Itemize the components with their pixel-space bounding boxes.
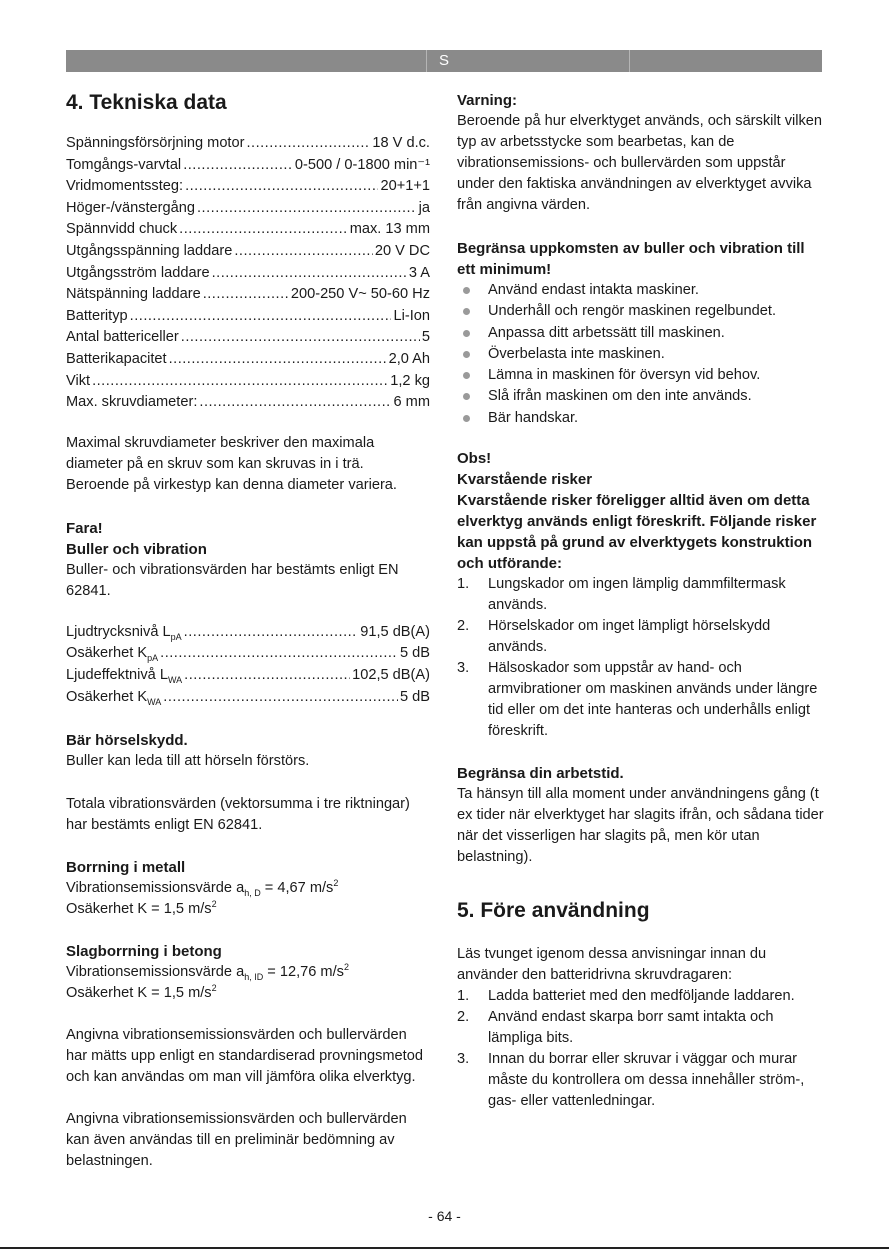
residual-risks-list: [457, 574, 825, 742]
section-title-before-use: 5. Före användning: [457, 899, 650, 923]
metal-vibration-value: Vibrationsemissionsvärde $a_{h, D} = 4,67$ $m/s^2$: [66, 878, 339, 898]
spec-value: 20 V DC: [374, 242, 430, 259]
residual-risk-item: [457, 574, 825, 616]
spec-label: Batterityp: [66, 307, 128, 324]
concrete-vibration-value: Vibrationsemissionsvärde $a_{h, ID} = 12,76$ $m/s^2$: [66, 962, 349, 982]
noise-label-text: Ljudtrycksnivå L: [66, 623, 171, 640]
limit-bullet-item: Överbelasta inte maskinen.: [457, 344, 825, 365]
spec-row: [66, 371, 430, 393]
spec-row: [66, 327, 430, 349]
before-use-item: [457, 1007, 825, 1049]
limit-bullet-item: Lämna in maskinen för översyn vid behov.: [457, 365, 825, 386]
warning-heading: Varning:: [457, 92, 518, 109]
spec-leader: [92, 371, 388, 393]
total-vibration-text: Totala vibrationsvärden (vektorsumma i tre riktningar) har bestämts enligt EN 62841.: [66, 796, 410, 834]
spec-leader: [183, 155, 293, 177]
residual-risk-item-text: Lungskador om ingen lämplig dammfiltermask används.: [488, 576, 786, 614]
hearing-heading: Bär hörselskydd.: [66, 732, 188, 750]
spec-label: Batterikapacitet: [66, 350, 167, 367]
noise-label-text: Osäkerhet K: [66, 645, 148, 662]
spec-leader: [246, 133, 370, 155]
page-number: - 64 -: [428, 1208, 461, 1224]
noise-leader: [184, 622, 359, 644]
spec-leader: [212, 263, 407, 285]
work-time-text: Ta hänsyn till alla moment under användningens gång (t ex tider när elverktyget har slagits ifrån, och sådana tider när det visserligen har slagits på, men kör utan belastning).: [457, 786, 824, 866]
section-title-tech-data: 4. Tekniska data: [66, 91, 227, 114]
before-use-item-text: Använd endast skarpa borr samt intakta och lämpliga bits.: [488, 1009, 774, 1047]
residual-risk-item: [457, 658, 825, 742]
residual-risk-item-number: 3.: [457, 660, 470, 677]
residual-risk-item: [457, 616, 825, 658]
spec-row: [66, 263, 430, 285]
spec-leader: [234, 241, 373, 263]
spec-row: [66, 306, 430, 328]
danger-heading: Fara!: [66, 519, 103, 537]
noise-value: 5 dB: [399, 645, 430, 662]
spec-value: 18 V d.c.: [372, 135, 430, 151]
noise-label-sub: WA: [147, 696, 162, 707]
concrete-drilling-heading: Slagborrning i betong: [66, 943, 222, 961]
hearing-text: Buller kan leda till att hörseln förstörs.: [66, 753, 310, 770]
right-column: [457, 90, 825, 1112]
spec-value: 200-250 V~ 50-60 Hz: [290, 286, 430, 303]
noise-value: 5 dB: [399, 688, 430, 705]
spec-row: [66, 198, 430, 220]
noise-leader: [184, 665, 350, 687]
spec-row: [66, 176, 430, 198]
spec-value: 20+1+1: [380, 178, 430, 195]
work-time-heading: Begränsa din arbetstid.: [457, 765, 624, 783]
bottom-rule: [0, 1247, 889, 1249]
obs-heading: Obs!: [457, 450, 492, 468]
before-use-item-number: 1.: [457, 988, 470, 1005]
noise-vibration-heading: Buller och vibration: [66, 540, 207, 558]
max-screw-paragraph: Maximal skruvdiameter beskriver den maximala diameter på en skruv som kan skruvas in i trä. Beroende på virkestyp kan denna diameter variera.: [66, 434, 397, 493]
spec-label: Vridmomentssteg:: [66, 178, 184, 195]
residual-risk-item-number: 2.: [457, 618, 470, 635]
spec-value: 0-500 / 0-1800 min⁻¹: [294, 156, 430, 173]
spec-row: [66, 284, 430, 306]
before-use-intro: Läs tvunget igenom dessa anvisningar innan du använder den batteridrivna skruvdragaren:: [457, 946, 767, 984]
before-use-item-number: 3.: [457, 1051, 470, 1068]
noise-label: [66, 687, 161, 709]
spec-label: Utgångsström laddare: [66, 264, 210, 281]
noise-row: [66, 687, 430, 709]
spec-leader: [169, 349, 387, 371]
before-use-list: [457, 986, 825, 1112]
spec-leader: [185, 176, 378, 198]
metal-drilling-heading: Borrning i metall: [66, 859, 186, 877]
spec-row: [66, 133, 430, 155]
before-use-item-number: 2.: [457, 1009, 470, 1026]
spec-label: Höger-/vänstergång: [66, 199, 195, 216]
residual-risk-item-text: Hälsoskador som uppstår av hand- och armvibrationer om maskinen används under längre tid eller om det inte hanteras och underhålls enligt föreskrift.: [488, 660, 818, 740]
spec-leader: [203, 284, 289, 306]
noise-label-text: Ljudeffektnivå L: [66, 666, 168, 683]
noise-leader: [160, 643, 398, 665]
spec-leader: [179, 219, 348, 241]
before-use-item: [457, 1049, 825, 1112]
noise-row: [66, 622, 430, 644]
left-column: [66, 90, 430, 1172]
limit-bullet-item: Använd endast intakta maskiner.: [457, 280, 825, 301]
spec-row: [66, 392, 430, 414]
spec-value: max. 13 mm: [349, 221, 430, 238]
limit-bullet-item: Anpassa ditt arbetssätt till maskinen.: [457, 323, 825, 344]
limit-bullet-item: Bär handskar.: [457, 408, 825, 429]
noise-label: [66, 643, 158, 665]
spec-label: Nätspänning laddare: [66, 286, 201, 303]
spec-value: 5: [421, 329, 430, 346]
spec-label: Max. skruvdiameter:: [66, 394, 198, 411]
spec-leader: [130, 306, 392, 328]
spec-value: 6 mm: [393, 394, 430, 411]
header-bar: [66, 50, 822, 72]
limit-bullet-item: Underhåll och rengör maskinen regelbundet.: [457, 301, 825, 322]
spec-label: Antal battericeller: [66, 329, 179, 346]
spec-leader: [197, 198, 417, 220]
noise-row: [66, 643, 430, 665]
spec-value: 1,2 kg: [390, 372, 430, 389]
noise-vibration-text: Buller- och vibrationsvärden har bestämts enligt EN 62841.: [66, 561, 399, 599]
noise-value: 102,5 dB(A): [352, 666, 430, 683]
noise-label-sub: pA: [170, 631, 182, 642]
noise-value: 91,5 dB(A): [360, 623, 430, 640]
residual-risks-heading: Kvarstående risker: [457, 471, 593, 489]
noise-list: [66, 622, 430, 708]
residual-risks-intro: Kvarstående risker föreligger alltid även om detta elverktyg används enligt föreskrift. Följande risker kan uppstå på grund av elverktygets konstruktion och utförande:: [457, 492, 817, 573]
before-use-item-text: Ladda batteriet med den medföljande laddaren.: [488, 988, 795, 1005]
spec-row: [66, 219, 430, 241]
spec-label: Vikt: [66, 372, 91, 389]
noise-label: [66, 622, 182, 644]
concrete-uncertainty: Osäkerhet K = 1,5 $m/s^2$: [66, 983, 217, 1002]
language-code: S: [438, 52, 449, 69]
noise-label-sub: WA: [167, 674, 183, 685]
noise-label: [66, 665, 182, 687]
spec-leader: [181, 327, 420, 349]
spec-label: Spänningsförsörjning motor: [66, 135, 245, 151]
spec-value: 3 A: [408, 264, 430, 281]
spec-label: Tomgångs-varvtal: [66, 156, 182, 173]
noise-label-text: Osäkerhet K: [66, 688, 148, 705]
spec-row: [66, 349, 430, 371]
spec-value: 2,0 Ah: [388, 350, 430, 367]
before-use-item-text: Innan du borrar eller skruvar i väggar och murar måste du kontrollera om dessa innehåller ström-, gas- eller vattenledningar.: [488, 1051, 805, 1110]
spec-value: ja: [418, 199, 430, 216]
spec-row: [66, 155, 430, 177]
emission-paragraph-1: Angivna vibrationsemissionsvärden och bullervärden har mätts upp enligt en standardiserad provningsmetod och kan användas om man vill jämföra olika elverktyg.: [66, 1027, 423, 1086]
limit-noise-heading: Begränsa uppkomsten av buller och vibration till ett minimum!: [457, 240, 805, 278]
limit-noise-list: [457, 280, 825, 429]
residual-risk-item-text: Hörselskador om inget lämpligt hörselskydd används.: [488, 618, 771, 656]
metal-uncertainty: Osäkerhet K = 1,5 $m/s^2$: [66, 899, 217, 918]
noise-row: [66, 665, 430, 687]
before-use-item: [457, 986, 825, 1007]
spec-label: Utgångsspänning laddare: [66, 242, 233, 259]
warning-text: Beroende på hur elverktyget används, och särskilt vilken typ av arbetsstycke som bearbetas, kan de vibrationsemissions- och bullervärden som uppstår under den faktiska användningen av elverktyget avvika från angivna värden.: [457, 113, 823, 213]
spec-leader: [199, 392, 391, 414]
spec-label: Spännvidd chuck: [66, 221, 178, 238]
limit-bullet-item: Slå ifrån maskinen om den inte används.: [457, 386, 825, 407]
spec-row: [66, 241, 430, 263]
spec-list: [66, 133, 430, 414]
emission-paragraph-2: Angivna vibrationsemissionsvärden och bullervärden kan även användas till en preliminär bedömning av belastningen.: [66, 1111, 407, 1170]
spec-value: Li-Ion: [393, 307, 430, 324]
noise-label-sub: pA: [147, 653, 159, 664]
residual-risk-item-number: 1.: [457, 576, 470, 593]
noise-leader: [163, 687, 398, 709]
